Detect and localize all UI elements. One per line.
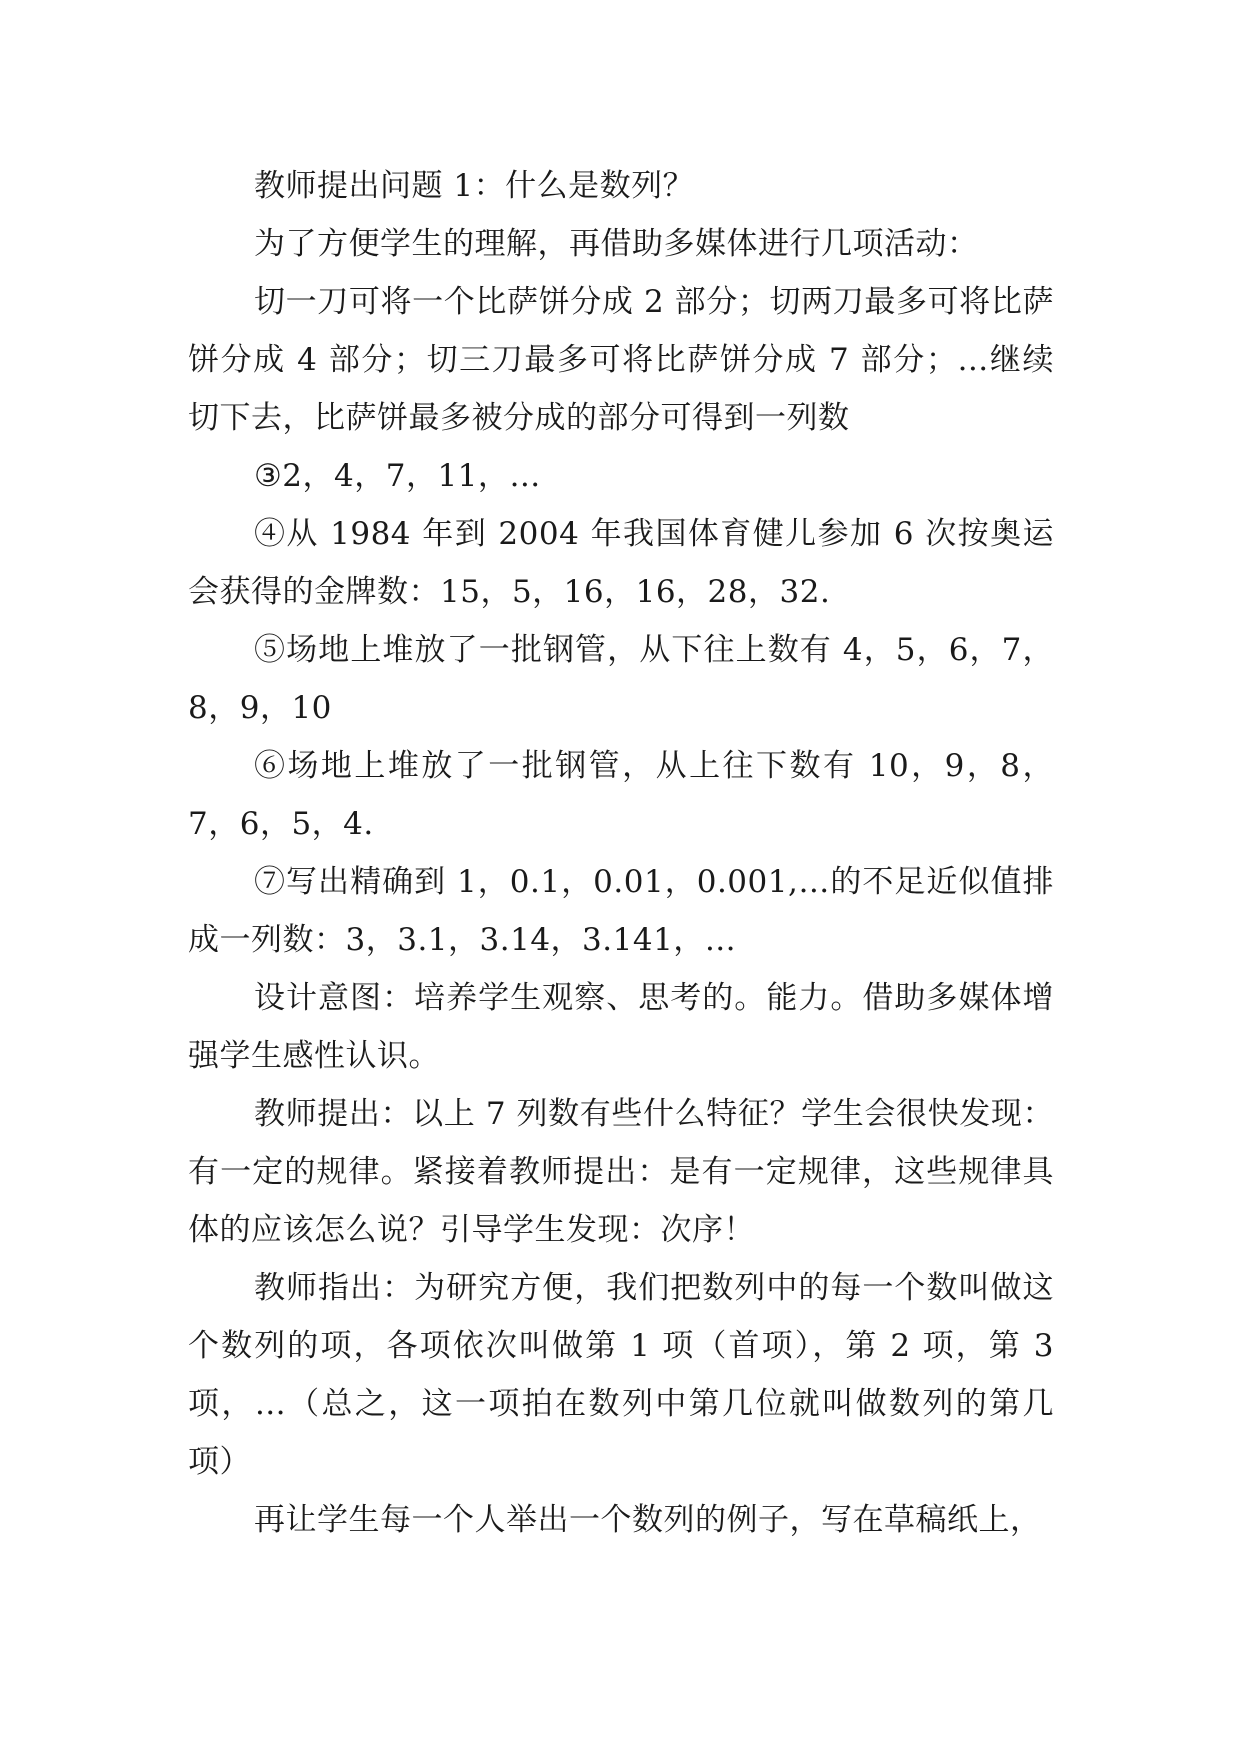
paragraph-example-5: ⑤场地上堆放了一批钢管，从下往上数有 4，5，6，7，8，9，10 [188,632,1054,726]
paragraph-multimedia-intro: 为了方便学生的理解，再借助多媒体进行几项活动： [254,226,979,262]
paragraph-design-intent: 设计意图：培养学生观察、思考的。能力。借助多媒体增强学生感性认识。 [188,980,1054,1074]
paragraph-student-activity: 再让学生每一个人举出一个数列的例子，写在草稿纸上， [254,1502,1042,1538]
paragraph-teacher-definition: 教师指出：为研究方便，我们把数列中的每一个数叫做这个数列的项，各项依次叫做第 1 项（首项），第 2 项，第 3 项，…（总之，这一项拍在数列中第几位就叫做数列的第几项） [188,1270,1054,1480]
paragraph-example-6: ⑥场地上堆放了一批钢管，从上往下数有 10，9，8，7，6，5，4. [188,748,1054,842]
paragraph-example-3: ③2，4，7，11，… [254,458,541,494]
paragraph-teacher-question: 教师提出：以上 7 列数有些什么特征？学生会很快发现：有一定的规律。紧接着教师提出：是有一定规律，这些规律具体的应该怎么说？引导学生发现：次序！ [188,1096,1054,1248]
paragraph-example-7: ⑦写出精确到 1，0.1，0.01，0.001,…的不足近似值排成一列数：3，3.1，3.14，3.141，… [188,864,1054,958]
paragraph-example-4: ④从 1984 年到 2004 年我国体育健儿参加 6 次按奥运会获得的金牌数：15，5，16，16，28，32. [188,516,1054,610]
paragraph-question-1: 教师提出问题 1：什么是数列？ [254,168,695,204]
document-body [188,157,1054,1549]
paragraph-pizza-example: 切一刀可将一个比萨饼分成 2 部分；切两刀最多可将比萨饼分成 4 部分；切三刀最多可将比萨饼分成 7 部分；…继续切下去，比萨饼最多被分成的部分可得到一列数 [188,284,1054,436]
